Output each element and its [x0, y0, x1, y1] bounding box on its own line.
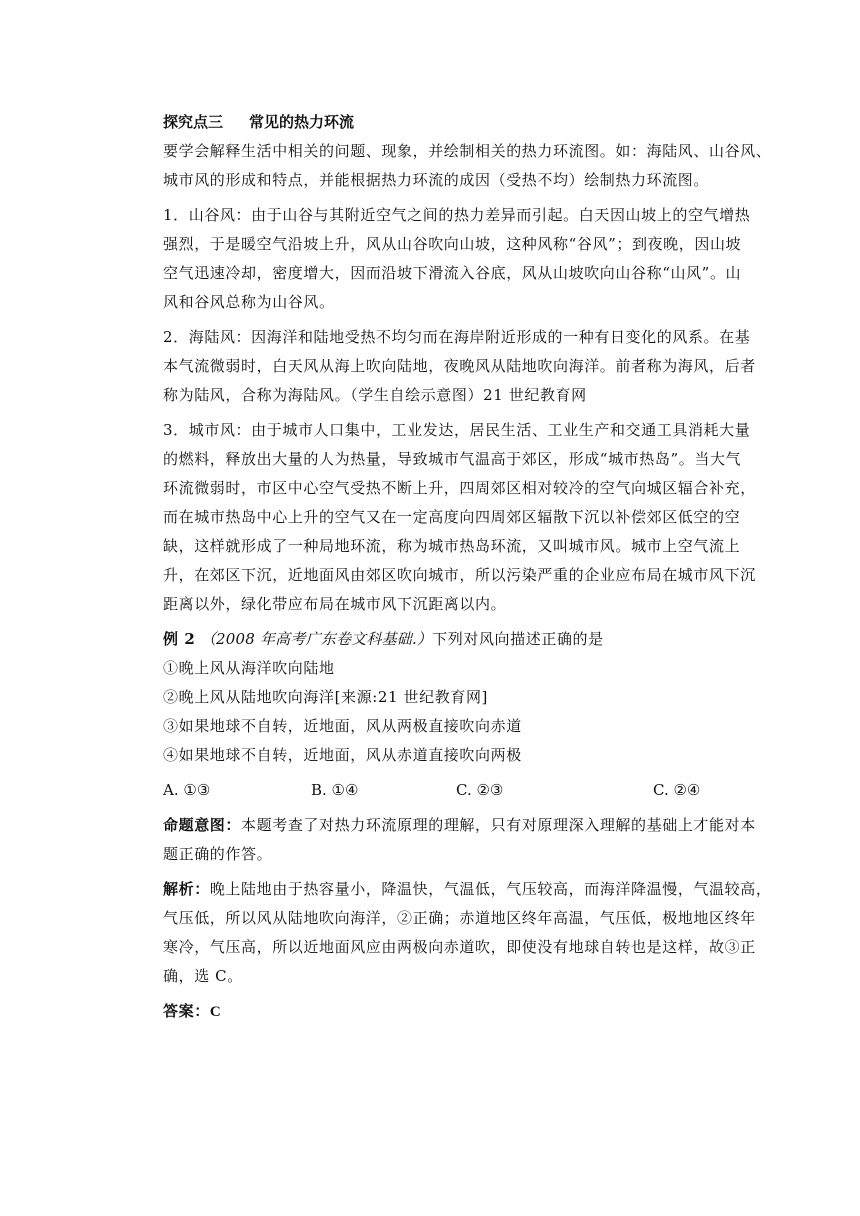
text-line: 空气迅速冷却，密度增大，因而沿坡下滑流入谷底，风从山坡吹向山谷称“山风”。山	[163, 264, 742, 282]
text-line: 升，在郊区下沉，近地面风由郊区吹向城市，所以污染严重的企业应布局在城市风下沉	[163, 566, 756, 584]
text-line: 1．山谷风：由于山谷与其附近空气之间的热力差异而引起。白天因山坡上的空气增热	[163, 206, 751, 224]
intent-paragraph	[163, 811, 763, 869]
statement-item: ④如果地球不自转，近地面，风从赤道直接吹向两极	[163, 746, 522, 764]
text-line: 气压低，所以风从陆地吹向海洋，②正确；赤道地区终年高温，气压低，极地地区终年	[163, 909, 756, 927]
intent-text: 本题考查了对热力环流原理的理解，只有对原理深入理解的基础上才能对本	[241, 816, 756, 834]
statement-item: ③如果地球不自转，近地面，风从两极直接吹向赤道	[163, 717, 522, 735]
option-b: B. ①④	[311, 781, 359, 799]
answer-line	[163, 997, 763, 1027]
sea-land-wind-paragraph	[163, 323, 763, 410]
section-label: 探究点三	[163, 113, 224, 131]
intro-paragraph	[163, 137, 772, 195]
example-statements	[163, 654, 763, 770]
text-line: 而在城市热岛中心上升的空气又在一定高度向四周郊区辐散下沉以补偿郊区低空的空	[163, 508, 741, 526]
text-line: 环流微弱时，市区中心空气受热不断上升，四周郊区相对较冷的空气向城区辐合补充，	[163, 479, 756, 497]
text-line: 寒冷，气压高，所以近地面风应由两极向赤道吹，即使没有地球自转也是这样，故③正	[163, 938, 756, 956]
text-line	[163, 875, 772, 904]
example-question	[163, 625, 763, 654]
analysis-label: 解析：	[163, 880, 210, 898]
example-question-text: 下列对风向描述正确的是	[432, 630, 604, 648]
option-d: C. ②④	[653, 781, 701, 799]
text-line: 距离以外，绿化带应布局在城市风下沉距离以内。	[163, 595, 507, 613]
text-line: 本气流微弱时，白天风从海上吹向陆地，夜晚风从陆地吹向海洋。前者称为海风，后者	[163, 357, 756, 375]
analysis-text: 晚上陆地由于热容量小，降温快，气温低，气压较高，而海洋降温慢，气温较高，	[209, 880, 772, 898]
text-line: 城市风的形成和特点，并能根据热力环流的成因（受热不均）绘制热力环流图。	[163, 171, 710, 189]
section-title: 常见的热力环流	[249, 113, 355, 131]
section-heading	[163, 108, 763, 137]
statement-item: ②晚上风从陆地吹向海洋[来源:21 世纪教育网]	[163, 688, 489, 706]
text-line: 风和谷风总称为山谷风。	[163, 293, 335, 311]
answer-value: C	[209, 1004, 222, 1020]
analysis-paragraph	[163, 875, 772, 991]
example-label: 例 2	[163, 630, 196, 648]
text-line: 的燃料，释放出大量的人为热量，导致城市气温高于郊区，形成“城市热岛”。当大气	[163, 450, 742, 468]
document-page	[163, 108, 772, 1027]
answer-label: 答案：	[163, 1002, 210, 1020]
statement-item: ①晚上风从海洋吹向陆地	[163, 659, 335, 677]
city-wind-paragraph	[163, 416, 763, 619]
text-line: 3．城市风：由于城市人口集中，工业发达，居民生活、工业生产和交通工具消耗大量	[163, 421, 751, 439]
valley-wind-paragraph	[163, 201, 763, 317]
text-line: 强烈，于是暖空气沿坡上升，风从山谷吹向山坡，这种风称“谷风”；到夜晚，因山坡	[163, 235, 742, 253]
option-c: C. ②③	[456, 781, 504, 799]
answer-options	[163, 776, 763, 805]
text-line: 要学会解释生活中相关的问题、现象，并绘制相关的热力环流图。如：海陆风、山谷风、	[163, 142, 772, 160]
text-line: 确，选 C。	[163, 967, 243, 985]
option-a: A. ①③	[163, 781, 211, 799]
text-line: 称为陆风，合称为海陆风。（学生自绘示意图）21 世纪教育网	[163, 386, 587, 404]
text-line: 缺，这样就形成了一种局地环流，称为城市热岛环流，又叫城市风。城市上空气流上	[163, 537, 741, 555]
example-source: （2008 年高考广东卷文科基础.）	[200, 630, 433, 648]
text-line: 2．海陆风：因海洋和陆地受热不均匀而在海岸附近形成的一种有日变化的风系。在基	[163, 328, 751, 346]
intent-label: 命题意图：	[163, 816, 242, 834]
text-line	[163, 811, 763, 840]
text-line: 题正确的作答。	[163, 845, 273, 863]
